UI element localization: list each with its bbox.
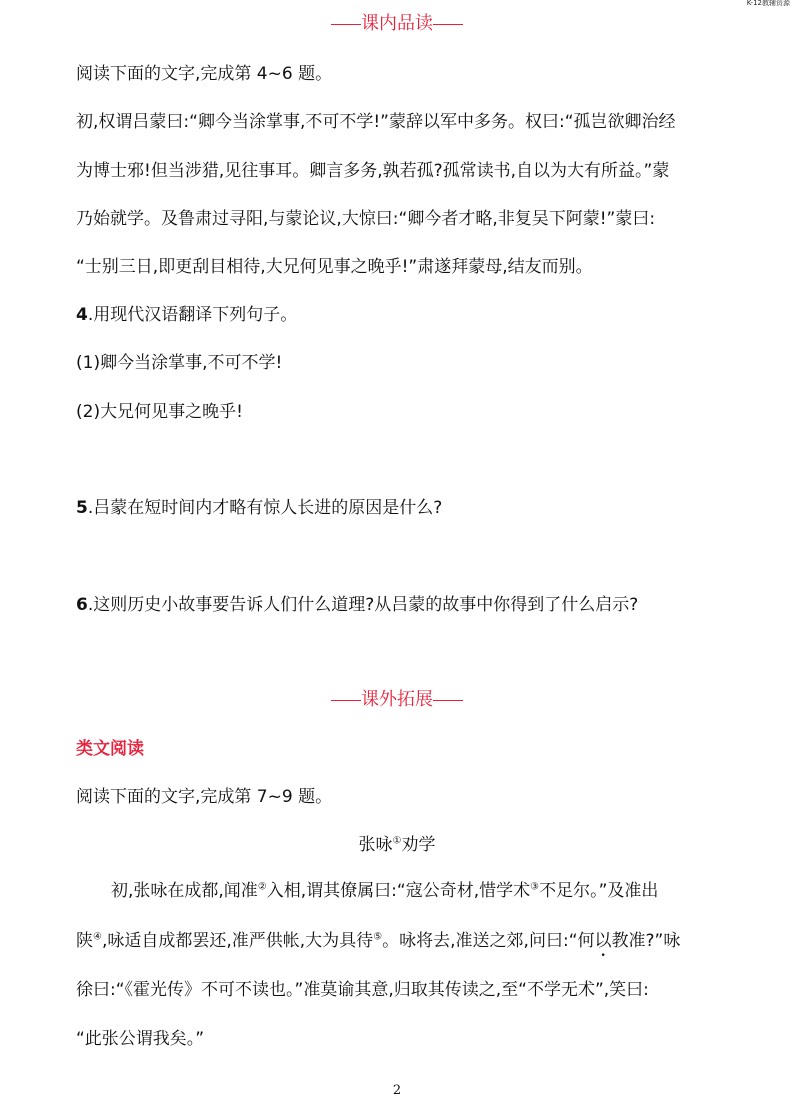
section-header-extension [0, 688, 794, 712]
question-4-item-1: (1)卿今当涂掌事,不可不学! [76, 353, 283, 373]
page-number: 2 [392, 1083, 402, 1098]
passage2-line-2 [76, 930, 680, 961]
header-rule-left [331, 700, 361, 701]
text-segment: 。咏将去,准送之郊,问曰:“何 [382, 931, 595, 951]
corner-mark: K-12教辅资源 [746, 0, 790, 7]
question-6 [76, 594, 638, 616]
footnote-marker: ④ [93, 931, 102, 943]
question-text: .用现代汉语翻译下列句子。 [87, 305, 298, 325]
question-4-item-2: (2)大兄何见事之晚乎! [76, 402, 243, 422]
passage1-line-2: 为博士邪!但当涉猎,见往事耳。卿言多务,孰若孤?孤常读书,自以为大有所益。”蒙 [76, 161, 670, 181]
title-part-b: 劝学 [401, 835, 436, 855]
passage2-line-1 [111, 880, 658, 902]
text-segment: ,咏适自成都罢还,准严供帐,大为具待 [101, 931, 374, 951]
text-segment: 初,张咏在成都,闻准 [111, 881, 258, 901]
question-5 [76, 497, 442, 519]
question-number: 5 [76, 498, 88, 518]
text-segment: 入相,谓其僚属曰:“寇公奇材,惜学术 [266, 881, 531, 901]
text-segment: 教准?”咏 [611, 931, 681, 951]
text-segment: 陕 [76, 931, 93, 951]
footnote-marker: ③ [530, 881, 540, 893]
question-number: 6 [76, 595, 88, 615]
section-header-in-class [0, 12, 794, 36]
question-text: .这则历史小故事要告诉人们什么道理?从吕蒙的故事中你得到了什么启示? [87, 595, 639, 615]
emphasized-char: 以 [594, 931, 612, 951]
passage1-line-1: 初,权谓吕蒙曰:“卿今当涂掌事,不可不学!”蒙辞以军中多务。权曰:“孤岂欲卿治经 [76, 112, 676, 132]
header-rule-right [433, 24, 463, 25]
header-rule-left [331, 24, 361, 25]
question-text: .吕蒙在短时间内才略有惊人长进的原因是什么? [87, 498, 443, 518]
section-header-label: 课外拓展 [361, 689, 433, 710]
title-part-a: 张咏 [358, 835, 393, 855]
passage1-line-3: 乃始就学。及鲁肃过寻阳,与蒙论议,大惊曰:“卿今者才略,非复吴下阿蒙!”蒙曰: [76, 209, 656, 229]
intro-text-1: 阅读下面的文字,完成第 4~6 题。 [76, 64, 333, 84]
question-number: 4 [76, 305, 88, 325]
question-4 [76, 304, 297, 326]
footnote-marker: ② [257, 881, 267, 893]
passage1-line-4: “士别三日,即更刮目相待,大兄何见事之晚乎!”肃遂拜蒙母,结友而别。 [76, 257, 593, 277]
section-header-label: 课内品读 [361, 13, 433, 34]
text-segment: 不足尔。”及准出 [539, 881, 659, 901]
passage2-line-3: 徐曰:“《霍光传》不可不读也。”准莫谕其意,归取其传读之,至“不学无术”,笑曰: [76, 980, 649, 1000]
passage2-line-4: “此张公谓我矣。” [76, 1029, 205, 1049]
footnote-marker: ⑤ [373, 931, 383, 943]
intro-text-2: 阅读下面的文字,完成第 7~9 题。 [76, 787, 333, 807]
subsection-heading: 类文阅读 [76, 739, 144, 759]
header-rule-right [433, 700, 463, 701]
footnote-marker: ① [392, 835, 402, 847]
passage2-title [0, 834, 794, 856]
